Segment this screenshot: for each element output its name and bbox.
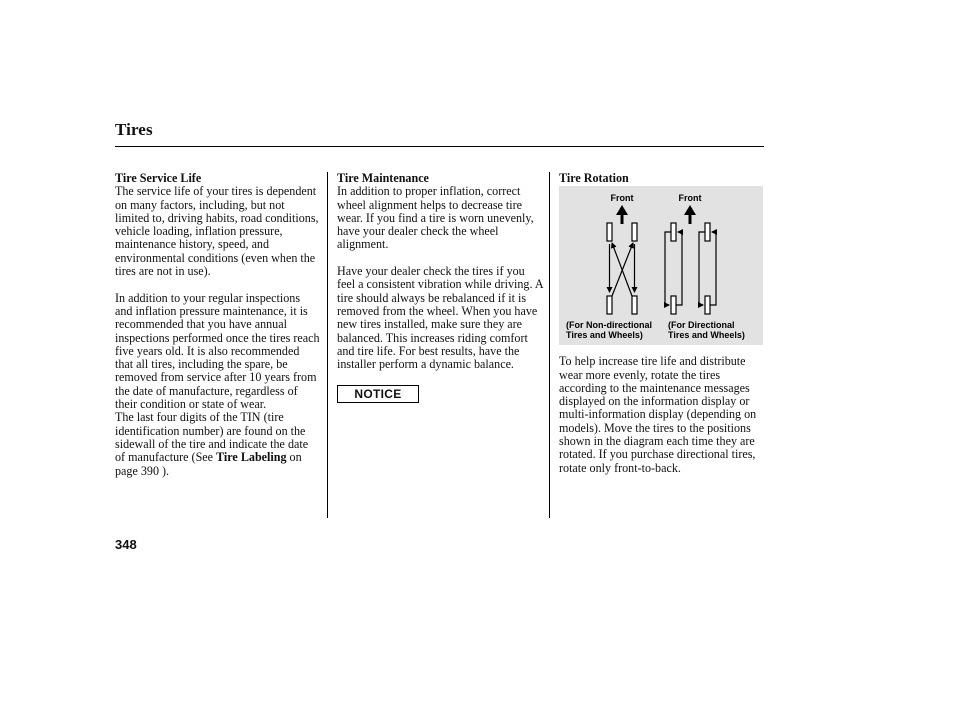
caption-non-directional: Tires and Wheels)	[566, 330, 643, 341]
notice-badge: NOTICE	[337, 385, 419, 403]
section-heading: Tire Rotation	[559, 171, 629, 185]
tire-icon	[671, 296, 676, 314]
tire-icon	[607, 296, 612, 314]
tire-maintenance-section	[337, 172, 543, 403]
tire-service-life-section	[115, 172, 320, 478]
rotation-diagram-svg	[559, 186, 763, 345]
tire-icon	[632, 296, 637, 314]
tire-rotation-section	[559, 172, 763, 475]
front-label-left: Front	[610, 193, 634, 204]
paragraph	[115, 411, 320, 477]
directional-arrows	[665, 232, 716, 305]
paragraph: Have your dealer check the tires if you feel a consistent vibration while driving. A tire should always be rebalanced if it is removed from the wheel. When you have new tires installed, make sure they are balanced. This increases riding comfort and tire life. For best results, have the installer perform a dynamic balance.	[337, 264, 543, 372]
paragraph-text: on page 390 ).	[115, 450, 302, 478]
paragraph-text: The last four digits of the TIN (tire identification number) are found on the sidewall of the tire and indicate the date of manufacture (See	[115, 410, 309, 465]
tire-icon	[705, 223, 710, 241]
front-arrow-icon	[616, 205, 628, 224]
non-directional-arrows	[610, 243, 635, 296]
caption-directional: Tires and Wheels)	[668, 330, 745, 341]
tire-icon	[671, 223, 676, 241]
caption-directional: (For Directional	[668, 320, 735, 331]
front-label-right: Front	[678, 193, 702, 204]
column-divider	[327, 172, 328, 518]
tire-icon	[705, 296, 710, 314]
paragraph: In addition to proper inflation, correct wheel alignment helps to decrease tire wear. If you find a tire is worn unevenly, have your dealer check the wheel alignment.	[337, 184, 534, 252]
paragraph: To help increase tire life and distribute wear more evenly, rotate the tires according to the maintenance messages displayed on the information display or multi-information display (depending on models). Move the tires to the positions shown in the diagram each time they are rotated. If you purchase directional tires, rotate only front-to-back.	[559, 354, 757, 475]
caption-non-directional: (For Non-directional	[566, 320, 652, 331]
page-number: 348	[115, 537, 137, 552]
section-heading: Tire Maintenance	[337, 171, 429, 185]
title-divider	[115, 146, 764, 147]
column-divider	[549, 172, 550, 518]
tire-rotation-diagram	[559, 186, 763, 345]
tire-labeling-reference[interactable]: Tire Labeling	[216, 450, 287, 465]
front-arrow-icon	[684, 205, 696, 224]
tire-icon	[607, 223, 612, 241]
directional-tires	[671, 223, 710, 314]
paragraph: The service life of your tires is dependent on many factors, including, but not limited to, driving habits, road conditions, vehicle loading, inflation pressure, maintenance history, speed, and environmental conditions (even when the tires are not in use).	[115, 184, 319, 279]
section-heading: Tire Service Life	[115, 171, 202, 185]
page-title: Tires	[115, 120, 153, 139]
paragraph: In addition to your regular inspections and inflation pressure maintenance, it is recommended that you have annual inspections performed once the tires reach five years old. It is also recommended that all tires, including the spare, be removed from service after 10 years from the date of manufacture, regardless of their condition or state of wear.	[115, 290, 320, 412]
tire-icon	[632, 223, 637, 241]
